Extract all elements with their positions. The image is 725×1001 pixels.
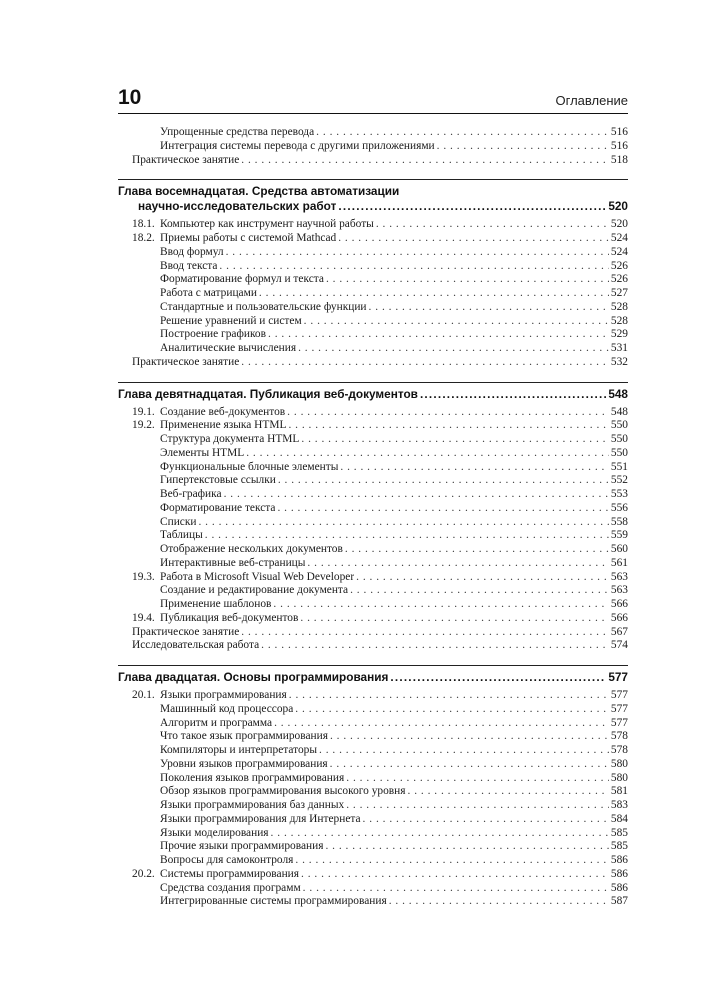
dot-leader xyxy=(350,584,609,598)
toc-entry-page: 524 xyxy=(610,232,628,244)
toc-entry-page: 516 xyxy=(610,139,628,152)
toc-entry-label: Уровни языков программирования xyxy=(160,757,328,770)
toc-entry[interactable] xyxy=(118,571,628,585)
toc-entry-label: Практическое занятие xyxy=(132,355,240,368)
toc-entry-page: 556 xyxy=(610,501,628,514)
chapter-19-title: Глава девятнадцатая. Публикация веб-документов xyxy=(118,386,418,401)
dot-leader xyxy=(246,447,609,461)
toc-entry[interactable] xyxy=(118,273,628,287)
section-number: 20.1. xyxy=(132,689,155,701)
dot-leader xyxy=(287,406,609,420)
toc-entry-label: Решение уравнений и систем xyxy=(160,314,302,327)
toc-entry-page: 578 xyxy=(610,730,628,743)
dot-leader xyxy=(330,730,609,744)
toc-entry-page: 566 xyxy=(610,598,628,610)
chapter-divider xyxy=(118,665,628,666)
toc-entry-label: Практическое занятие xyxy=(132,625,240,638)
toc-entry-label: Структура документа HTML xyxy=(160,433,300,445)
toc-entry-label: Языки моделирования xyxy=(160,826,269,839)
dot-leader xyxy=(301,868,609,882)
toc-entry-page: 585 xyxy=(610,826,628,839)
toc-entry-label: Алгоритм и программа xyxy=(160,716,273,729)
dot-leader xyxy=(198,516,608,530)
toc-entry[interactable] xyxy=(118,730,628,744)
dot-leader xyxy=(274,717,609,731)
toc-entry[interactable] xyxy=(118,598,628,612)
toc-entry-page: 560 xyxy=(610,543,628,555)
dot-leader xyxy=(271,827,609,841)
toc-entry-page: 580 xyxy=(610,771,628,784)
section-title: Применение языка HTML xyxy=(160,419,287,432)
toc-entry-label: Применение шаблонов xyxy=(160,598,272,610)
toc-entry-page: 574 xyxy=(610,639,628,652)
toc-entry[interactable] xyxy=(118,612,628,626)
toc-entry-page: 577 xyxy=(610,689,628,701)
toc-entry-page: 531 xyxy=(610,342,628,354)
dot-leader xyxy=(303,882,609,896)
toc-entry[interactable] xyxy=(118,287,628,301)
toc-entry[interactable] xyxy=(118,868,628,882)
toc-entry-page: 586 xyxy=(610,881,628,894)
toc-entry[interactable] xyxy=(118,447,628,461)
toc-entry[interactable] xyxy=(118,882,628,896)
toc-entry-label xyxy=(118,571,354,585)
dot-leader xyxy=(241,154,609,168)
toc-entry-page: 558 xyxy=(610,515,628,528)
toc-entry-page: 528 xyxy=(610,300,628,313)
toc-entry[interactable] xyxy=(118,218,628,232)
chapter-divider xyxy=(118,179,628,180)
dot-leader xyxy=(295,703,609,717)
toc-entry-page: 548 xyxy=(610,405,628,418)
toc-entry-label xyxy=(118,218,374,232)
toc-entry-page: 552 xyxy=(610,474,628,487)
toc-entry-page: 550 xyxy=(610,446,628,459)
dot-leader xyxy=(326,273,609,287)
toc-entry-label: Функциональные блочные элементы xyxy=(160,460,339,473)
dot-leader xyxy=(259,287,609,301)
toc-entry[interactable] xyxy=(118,356,628,370)
dot-leader xyxy=(346,799,609,813)
toc-entry-page: 566 xyxy=(610,611,628,624)
dot-leader xyxy=(304,315,609,329)
chapter-20-page: 577 xyxy=(608,670,628,684)
toc-entry-label xyxy=(118,419,286,433)
chapter-divider xyxy=(118,382,628,383)
toc-entry-label: Исследовательская работа xyxy=(132,639,260,652)
dot-leader xyxy=(224,488,609,502)
dot-leader xyxy=(219,260,608,274)
section-title: Работа в Microsoft Visual Web Developer xyxy=(160,570,355,583)
toc-entry-label xyxy=(118,689,287,703)
toc-entry-label: Обзор языков программирования высокого уровня xyxy=(160,785,406,798)
chapter-19-page: 548 xyxy=(608,386,628,401)
toc-entry[interactable] xyxy=(118,419,628,433)
dot-leader xyxy=(288,419,608,433)
toc-entry-page: 528 xyxy=(610,314,628,327)
toc-entry-label: Форматирование текста xyxy=(160,501,276,514)
dot-leader xyxy=(369,301,609,315)
toc-entry-page: 551 xyxy=(610,460,628,473)
toc-entry-label: Аналитические вычисления xyxy=(160,342,297,354)
toc-entry[interactable] xyxy=(118,689,628,703)
section-title: Публикация веб-документов xyxy=(160,611,299,624)
dot-leader xyxy=(325,840,608,854)
toc-entry-page: 518 xyxy=(610,153,628,166)
toc-entry[interactable] xyxy=(118,140,628,154)
toc-entry-page: 550 xyxy=(610,433,628,445)
toc-entry-page: 567 xyxy=(610,625,628,638)
dot-leader xyxy=(437,140,609,154)
toc-entry-page: 524 xyxy=(610,245,628,258)
toc-entry-label xyxy=(118,406,285,420)
toc-entry-label: Ввод формул xyxy=(160,245,224,258)
toc-entry[interactable] xyxy=(118,854,628,868)
toc-entry-page: 587 xyxy=(610,895,628,908)
dot-leader xyxy=(226,246,609,260)
dot-leader xyxy=(268,328,609,342)
toc-entry-label: Построение графиков xyxy=(160,328,266,341)
toc-entry-page: 563 xyxy=(610,584,628,597)
toc-entry[interactable] xyxy=(118,557,628,571)
section-number: 19.1. xyxy=(132,405,155,418)
toc-entry-label: Веб-графика xyxy=(160,488,222,500)
section-number: 20.2. xyxy=(132,867,155,880)
dot-leader xyxy=(261,639,609,653)
toc-entry-label: Прочие языки программирования xyxy=(160,840,324,853)
toc-entry-label: Элементы HTML xyxy=(160,446,245,459)
toc-entry-label: Что такое язык программирования xyxy=(160,730,328,743)
toc-entry-label: Интерактивные веб-страницы xyxy=(160,556,306,569)
dot-leader xyxy=(295,854,609,868)
toc-entry-label: Компиляторы и интерпретаторы xyxy=(160,744,318,756)
dot-leader xyxy=(408,785,609,799)
toc-entry[interactable] xyxy=(118,246,628,260)
section-number: 19.3. xyxy=(132,570,155,583)
toc-entry-label: Вопросы для самоконтроля xyxy=(160,854,294,866)
toc-entry[interactable] xyxy=(118,813,628,827)
toc-entry-page: 586 xyxy=(610,867,628,880)
chapter-18-title-line2: научно-исследовательских работ xyxy=(138,199,337,214)
toc-entry-page: 561 xyxy=(610,556,628,569)
dot-leader xyxy=(277,502,608,516)
toc-entry-label: Поколения языков программирования xyxy=(160,771,345,784)
toc-entry[interactable] xyxy=(118,126,628,140)
toc-entry-label xyxy=(118,612,298,626)
toc-entry[interactable] xyxy=(118,744,628,758)
toc-entry-label: Стандартные и пользовательские функции xyxy=(160,300,367,313)
section-title: Языки программирования xyxy=(160,689,287,701)
toc-entry-label: Таблицы xyxy=(160,529,203,542)
header-divider xyxy=(118,113,628,114)
toc-entry[interactable] xyxy=(118,827,628,841)
chapter-19-heading[interactable] xyxy=(118,387,628,402)
toc-entry[interactable] xyxy=(118,260,628,274)
section-number: 18.1. xyxy=(132,218,155,231)
section-title: Компьютер как инструмент научной работы xyxy=(160,218,374,231)
toc-entry-page: 526 xyxy=(610,259,628,272)
toc-entry-page: 578 xyxy=(610,744,628,756)
dot-leader xyxy=(300,612,609,626)
dot-leader xyxy=(363,813,609,827)
toc-entry-label: Упрощенные средства перевода xyxy=(160,126,315,138)
dot-leader xyxy=(319,744,609,758)
toc-entry-page: 563 xyxy=(610,570,628,583)
toc-entry[interactable] xyxy=(118,406,628,420)
toc-entry[interactable] xyxy=(118,474,628,488)
toc-entry[interactable] xyxy=(118,758,628,772)
toc-entry-label xyxy=(118,868,299,882)
toc-entry-label: Списки xyxy=(160,515,197,528)
dot-leader xyxy=(241,356,609,370)
running-header-title: Оглавление xyxy=(555,93,628,108)
dot-leader xyxy=(345,543,609,557)
section-title: Создание веб-документов xyxy=(160,405,286,418)
dot-leader xyxy=(205,529,609,543)
toc-entry[interactable] xyxy=(118,502,628,516)
toc-section-ch19 xyxy=(118,406,628,654)
toc-entry-page: 526 xyxy=(610,273,628,286)
toc-entry-page: 559 xyxy=(610,529,628,542)
chapter-20-title: Глава двадцатая. Основы программирования xyxy=(118,670,389,684)
table-of-contents xyxy=(118,126,628,909)
toc-entry[interactable] xyxy=(118,301,628,315)
toc-entry-label: Практическое занятие xyxy=(132,153,240,166)
toc-entry-page: 583 xyxy=(610,799,628,811)
toc-entry[interactable] xyxy=(118,703,628,717)
dot-leader xyxy=(298,342,609,356)
toc-entry[interactable] xyxy=(118,799,628,813)
toc-entry[interactable] xyxy=(118,433,628,447)
toc-entry[interactable] xyxy=(118,342,628,356)
toc-entry-label: Языки программирования баз данных xyxy=(160,799,345,811)
toc-entry[interactable] xyxy=(118,772,628,786)
dot-leader xyxy=(356,571,609,585)
toc-entry-label: Работа с матрицами xyxy=(160,287,257,299)
dot-leader xyxy=(307,557,608,571)
toc-entry-page: 584 xyxy=(610,812,628,825)
toc-entry[interactable] xyxy=(118,717,628,731)
toc-section-intro xyxy=(118,126,628,167)
dot-leader xyxy=(376,218,609,232)
toc-entry-page: 529 xyxy=(610,328,628,341)
toc-entry[interactable] xyxy=(118,639,628,653)
toc-entry[interactable] xyxy=(118,154,628,168)
toc-entry-label: Отображение нескольких документов xyxy=(160,543,343,555)
section-number: 19.2. xyxy=(132,419,155,432)
toc-entry-page: 527 xyxy=(610,287,628,299)
dot-leader xyxy=(420,387,606,402)
toc-entry-page: 586 xyxy=(610,854,628,866)
page-number: 10 xyxy=(118,86,142,109)
toc-entry-page: 585 xyxy=(610,840,628,853)
toc-entry[interactable] xyxy=(118,626,628,640)
toc-entry[interactable] xyxy=(118,584,628,598)
chapter-20-heading[interactable] xyxy=(118,670,628,685)
toc-entry-label xyxy=(118,232,336,246)
toc-entry-page: 520 xyxy=(610,218,628,231)
toc-section-ch20 xyxy=(118,689,628,909)
chapter-18-heading[interactable] xyxy=(118,199,628,214)
dot-leader xyxy=(330,758,609,772)
section-number: 19.4. xyxy=(132,611,155,624)
toc-entry-label: Средства создания программ xyxy=(160,881,301,894)
toc-entry[interactable] xyxy=(118,328,628,342)
toc-entry[interactable] xyxy=(118,543,628,557)
toc-entry-page: 550 xyxy=(610,419,628,432)
dot-leader xyxy=(241,626,609,640)
section-title: Приемы работы с системой Mathcad xyxy=(160,232,337,244)
toc-entry[interactable] xyxy=(118,529,628,543)
toc-entry-label: Гипертекстовые ссылки xyxy=(160,474,276,487)
dot-leader xyxy=(316,126,609,140)
toc-entry-page: 532 xyxy=(610,355,628,368)
toc-entry[interactable] xyxy=(118,840,628,854)
toc-entry-page: 516 xyxy=(610,126,628,138)
dot-leader xyxy=(301,433,609,447)
toc-entry[interactable] xyxy=(118,895,628,909)
toc-entry-label: Ввод текста xyxy=(160,259,218,272)
toc-entry-label: Интеграция системы перевода с другими приложениями xyxy=(160,139,435,152)
dot-leader xyxy=(346,772,609,786)
toc-entry-page: 553 xyxy=(610,488,628,500)
toc-section-ch18 xyxy=(118,218,628,369)
toc-entry-page: 581 xyxy=(610,785,628,798)
toc-entry[interactable] xyxy=(118,461,628,475)
toc-entry[interactable] xyxy=(118,232,628,246)
dot-leader xyxy=(278,474,609,488)
toc-entry-label: Интегрированные системы программирования xyxy=(160,895,387,908)
dot-leader xyxy=(289,689,609,703)
chapter-18-title-line1[interactable]: Глава восемнадцатая. Средства автоматизации xyxy=(118,184,400,199)
toc-entry-label: Машинный код процессора xyxy=(160,702,294,715)
dot-leader xyxy=(390,670,606,685)
toc-entry-page: 577 xyxy=(610,702,628,715)
section-number: 18.2. xyxy=(132,232,155,244)
toc-entry-label: Форматирование формул и текста xyxy=(160,273,324,286)
dot-leader xyxy=(389,895,609,909)
dot-leader xyxy=(338,232,609,246)
dot-leader xyxy=(273,598,608,612)
toc-entry-page: 577 xyxy=(610,716,628,729)
toc-entry[interactable] xyxy=(118,516,628,530)
dot-leader xyxy=(338,199,606,214)
toc-entry[interactable] xyxy=(118,315,628,329)
toc-entry-label: Создание и редактирование документа xyxy=(160,584,349,597)
toc-entry-page: 580 xyxy=(610,757,628,770)
chapter-18-page: 520 xyxy=(608,199,628,214)
dot-leader xyxy=(340,461,609,475)
toc-entry-label: Языки программирования для Интернета xyxy=(160,812,361,825)
toc-entry[interactable] xyxy=(118,488,628,502)
toc-entry[interactable] xyxy=(118,785,628,799)
section-title: Системы программирования xyxy=(160,867,300,880)
